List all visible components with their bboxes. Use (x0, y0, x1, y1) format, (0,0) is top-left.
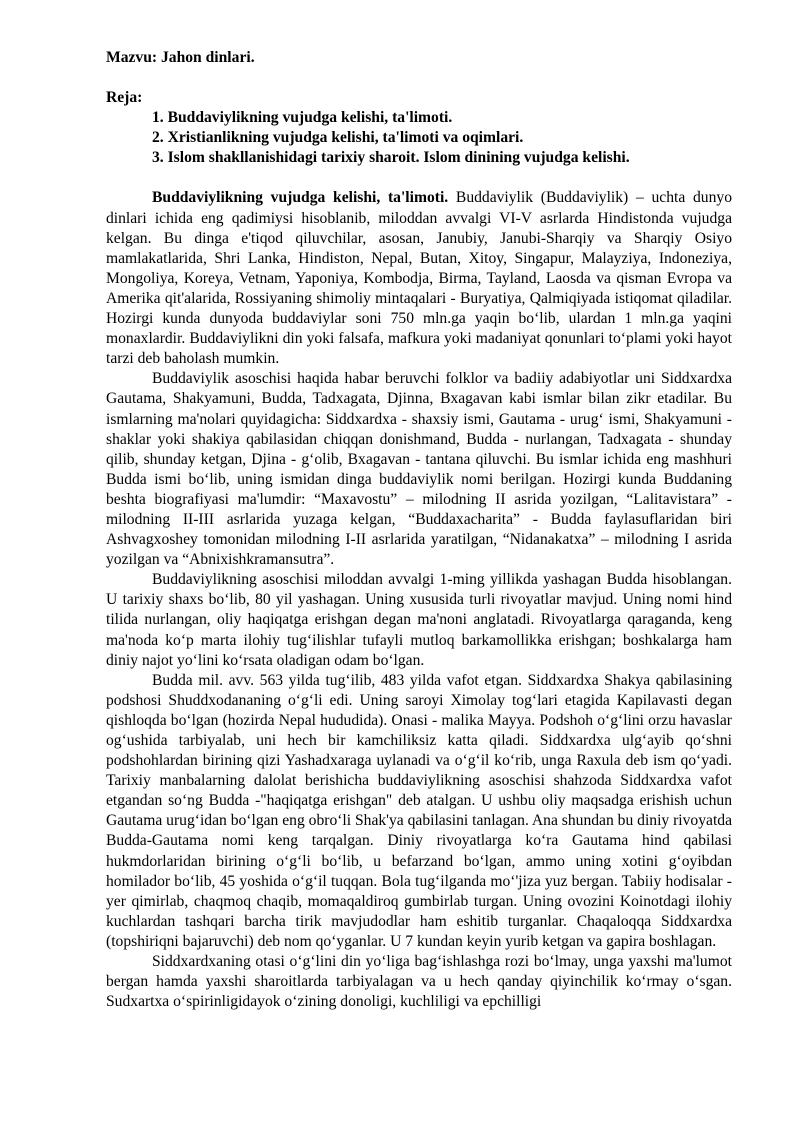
plan-item: 1. Buddaviylikning vujudga kelishi, ta'limoti. (152, 109, 453, 127)
document-body (106, 188, 732, 1012)
paragraph-5: Siddxardxaning otasi o‘g‘lini din yo‘liga bag‘ishlashga rozi bo‘lmay, unga yaxshi ma'lumot bergan hamda yaxshi sharoitlarda tarbiyalagan va u hech qanday qiyinchilik ko‘rmay o‘sgan. Sudxartxa o‘spirinligidayok o‘zining donoligi, kuchliligi va epchilligi (106, 953, 732, 1011)
paragraph-4: Budda mil. avv. 563 yilda tug‘ilib, 483 yilda vafot etgan. Siddxardxa Shakya qabilasining podshosi Shuddxodananing o‘g‘li edi. Uning saroyi Ximolay tog‘lari etagida Kapilavasti degan qishloqda bo‘lgan (hozirda Nepal hududida). Onasi - malika Mayya. Podshoh o‘g‘lini orzu havaslar og‘ushida tarbiyalab, uni hech bir kamchiliksiz katta qiladi. Siddxardxa ulg‘ayib qo‘shni podshohlardan birining qizi Yashadxaraga uylanadi va o‘g‘il ko‘rib, unga Raxula deb ism qo‘yadi. Tarixiy manbalarning dalolat berishicha buddaviylikning asoschisi shahzoda Siddxardxa vafot etgandan so‘ng Budda -"haqiqatga erishgan" deb atalgan. U ushbu oliy maqsadga erishish uchun Gautama urug‘idan bo‘lgan eng obro‘li Shak'ya qabilasini tanlagan. Ana shundan bu diniy rivoyatda Budda-Gautama nomi keng tarqalgan. Diniy rivoyatlarga ko‘ra Gautama hind qabilasi hukmdorlaridan birining o‘g‘li bo‘lib, u befarzand bo‘lgan, ammo uning xotini g‘oyibdan homilador bo‘lib, 45 yoshida o‘g‘il tuqqan. Bola tug‘ilganda mo‘'jiza yuz bergan. Tabiiy hodisalar - yer qimirlab, chaqmoq chaqib, momaqaldiroq gumbirlab turgan. Uning ovozini Koinotdagi ilohiy kuchlardan tashqari barcha tirik mavjudodlar ham eshitib turganlar. Chaqaloqqa Siddxardxa (topshiriqni bajaruvchi) deb nom qo‘yganlar. U 7 kundan keyin yurib ketgan va gapira boshlagan. (106, 671, 732, 950)
paragraph-1 (106, 188, 732, 369)
section-lead: Buddaviylikning vujudga kelishi, ta'limoti. (152, 189, 449, 207)
plan-title: Reja: (106, 89, 143, 107)
plan-list (106, 108, 732, 168)
paragraph-3: Buddaviylikning asoschisi miloddan avvalgi 1-ming yillikda yashagan Budda hisoblangan. U tarixiy shaxs bo‘lib, 80 yil yashagan. Uning xususida turli rivoyatlar mavjud. Uning nomi hind tilida nurlangan, oliy haqiqatga erishgan degan ma'noni anglatadi. Rivoyatlarga qaraganda, keng ma'noda ko‘p marta ilohiy tug‘ilishlar tufayli mutloq barkamollikka erishgan; boshkalarga ham diniy najot yo‘lini ko‘rsata oladigan odam bo‘lgan. (106, 571, 732, 669)
document-topic: Mazvu: Jahon dinlari. (106, 49, 255, 66)
plan-item: 3. Islom shakllanishidagi tarixiy sharoit. Islom dinining vujudga kelishi. (152, 149, 630, 167)
plan-item: 2. Xristianlikning vujudga kelishi, ta'limoti va oqimlari. (152, 129, 524, 147)
paragraph-text: Buddaviylik (Buddaviylik) – uchta dunyo dinlari ichida eng qadimiysi hisoblanib, miloddan avvalgi VI-V asrlarda Hindistonda vujudga kelgan. Bu dinga e'tiqod qiluvchilar, asosan, Janubiy, Janubi-Sharqiy va Sharqiy Osiyo mamlakatlarida, Shri Lanka, Hindiston, Nepal, Butan, Xitoy, Singapur, Malayziya, Indoneziya, Mongoliya, Koreya, Vetnam, Yaponiya, Kombodja, Birma, Tayland, Laosda va qisman Evropa va Amerika qit'alarida, Rossiyaning shimoliy mintaqalari - Buryatiya, Qalmiqiyada istiqomat qiladilar. Hozirgi kunda dunyoda buddaviylar soni 750 mln.ga yaqin bo‘lib, ulardan 1 mln.ga yaqini monaxlardir. Buddaviylikni din yoki falsafa, mafkura yoki madaniyat qonunlari to‘plami yoki hayot tarzi deb baholash mumkin. (106, 189, 732, 368)
paragraph-2: Buddaviylik asoschisi haqida habar beruvchi folklor va badiiy adabiyotlar uni Siddxardxa Gautama, Shakyamuni, Budda, Tadxagata, Djinna, Bxagavan kabi ismlar bilan zikr etadilar. Bu ismlarning ma'nolari quyidagicha: Siddxardxa - shaxsiy ismi, Gautama - urug‘ ismi, Shakyamuni - shaklar yoki shakiya qabilasidan chiqqan donishmand, Budda - nurlangan, Tadxagata - shunday qilib, shunday ketgan, Djina - g‘olib, Bxagavan - tantana qiluvchi. Bu ismlar ichida eng mashhuri Budda ismi bo‘lib, uning ismidan dinga buddaviylik nomi berilgan. Hozirgi kunda Buddaning beshta biografiyasi ma'lumdir: “Maxavostu” – milodning II asrida yozilgan, “Lalitavistara” - milodning II-III asrlarida yuzaga kelgan, “Buddaxacharita” - Budda faylasuflaridan biri Ashvagxoshey tomonidan milodning I-II asrlarida yaratilgan, “Nidanakatxa” – milodning I asrida yozilgan va “Abnixishkramansutra”. (106, 370, 732, 569)
